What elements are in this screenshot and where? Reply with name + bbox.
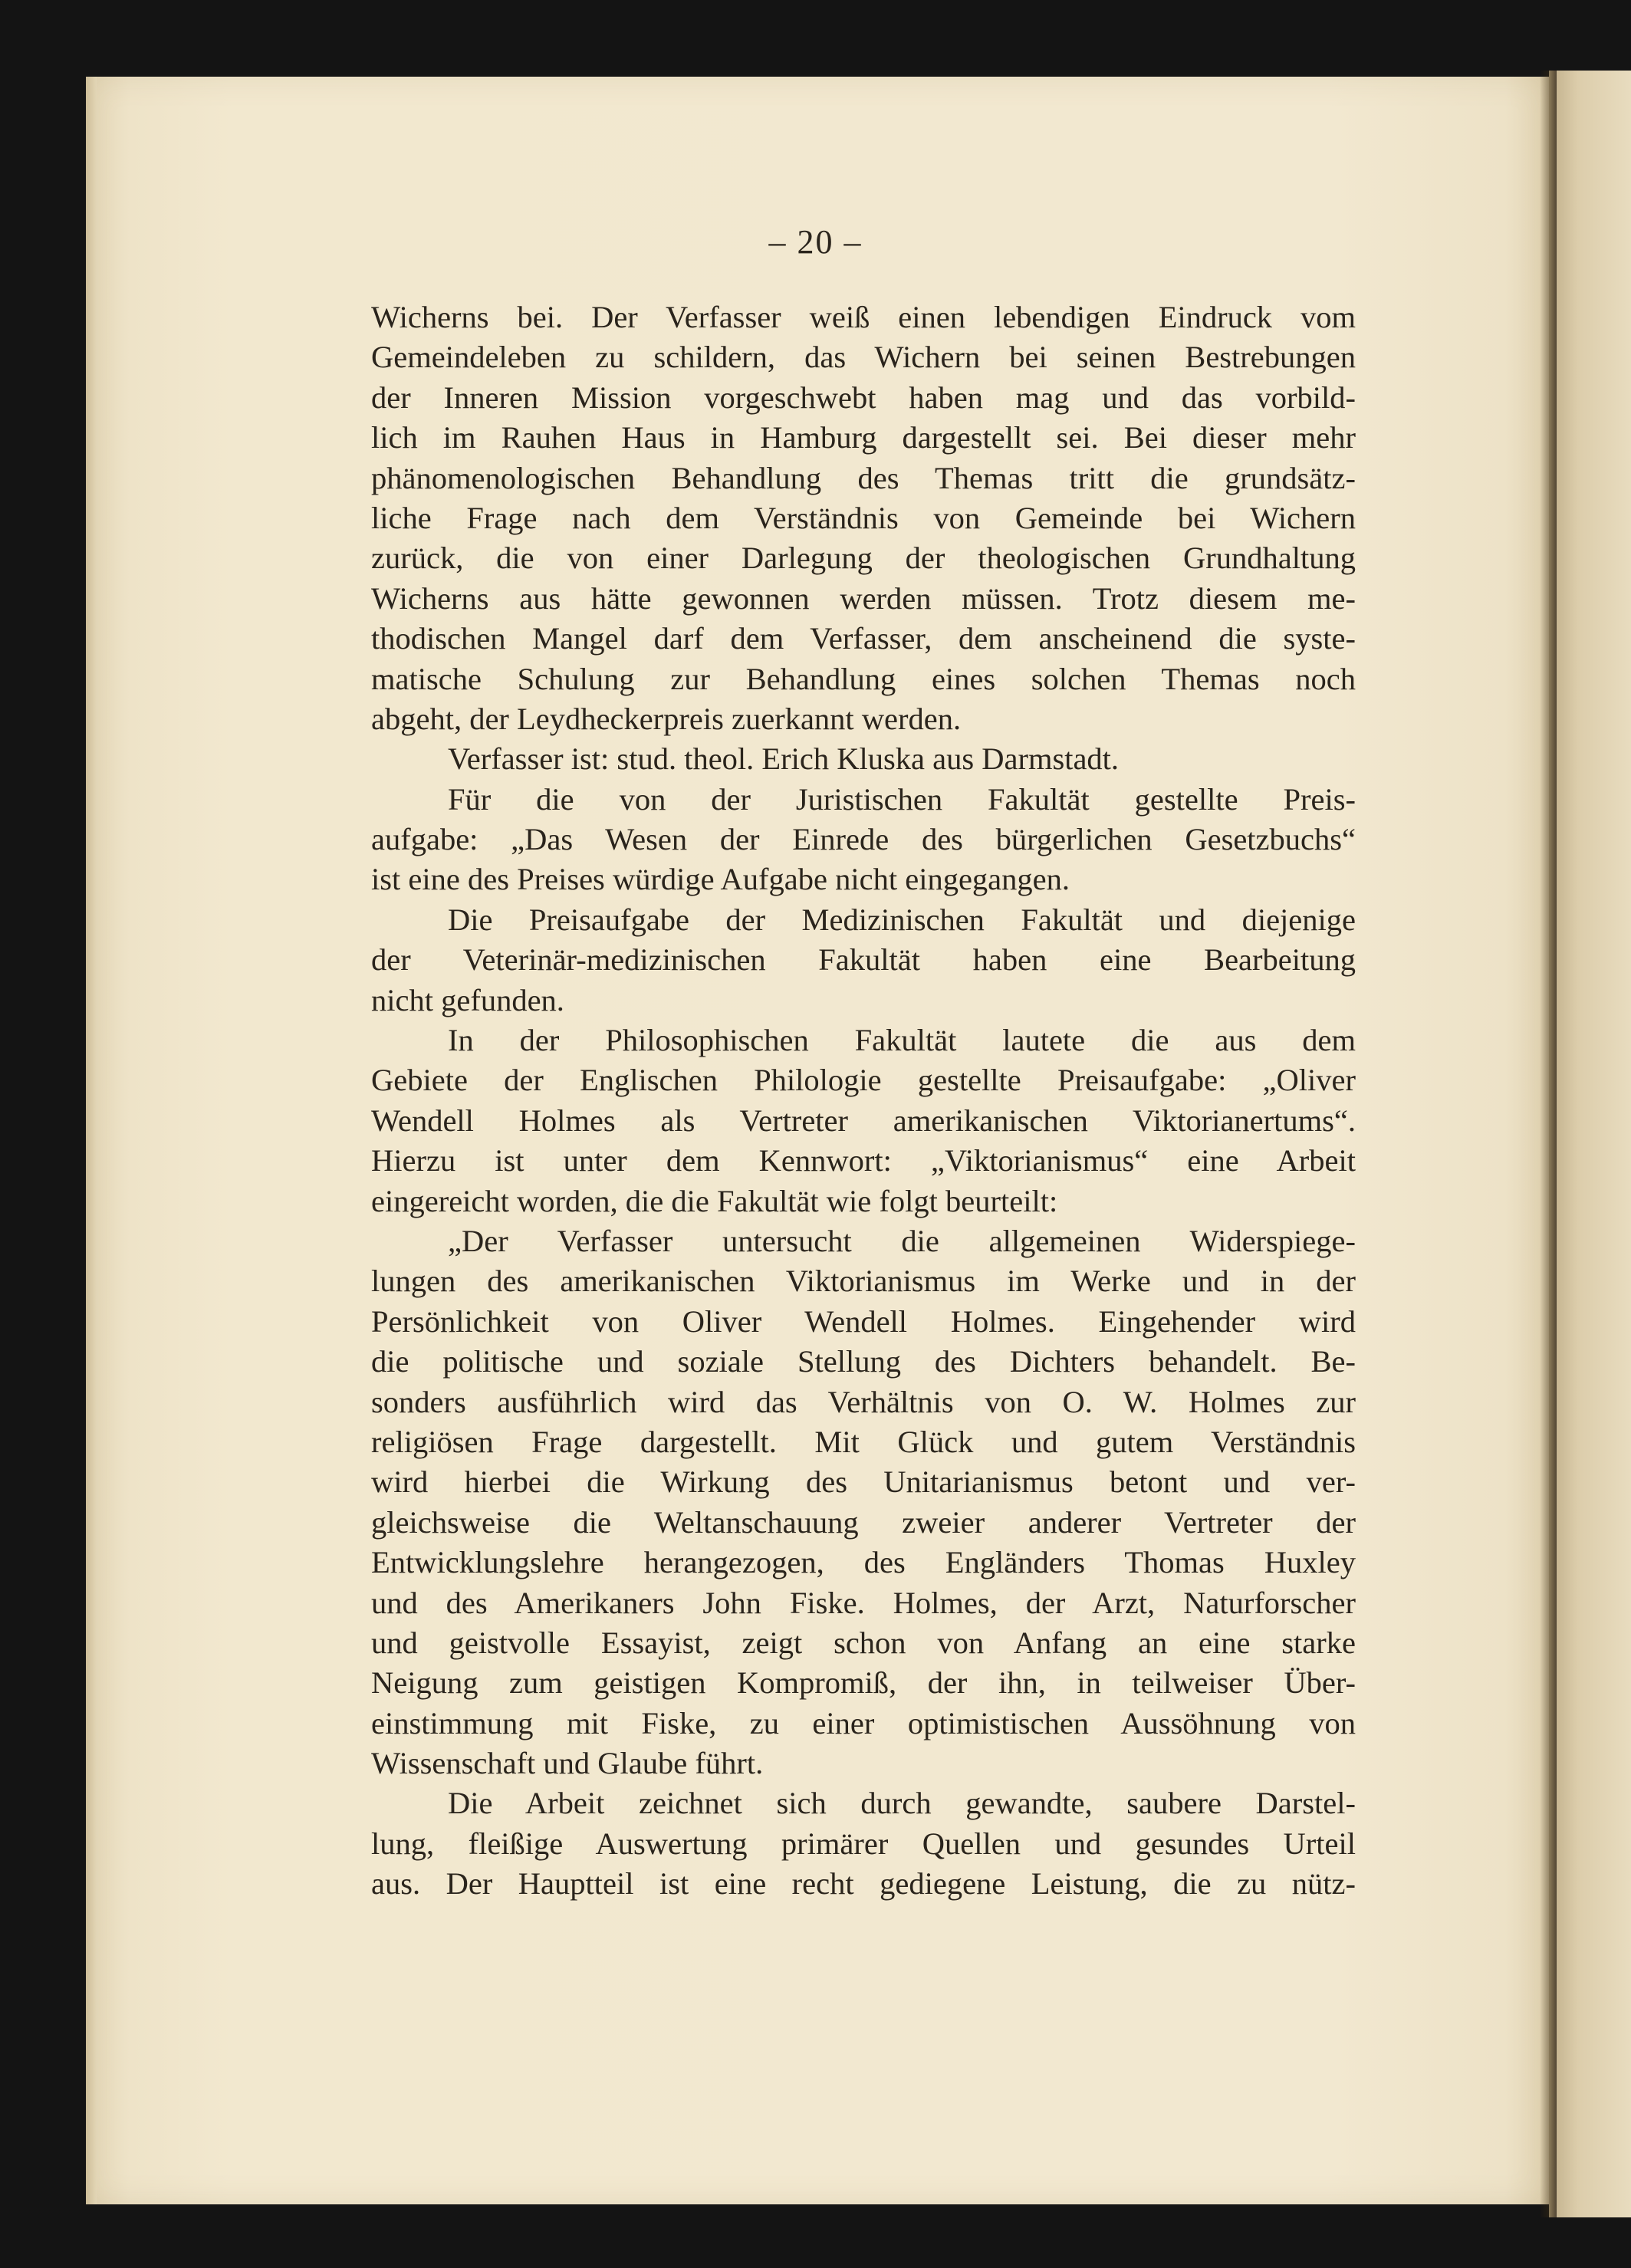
- text-line: Die Arbeit zeichnet sich durch gewandte, saubere Darstel-: [448, 1786, 1356, 1821]
- text-line: einstimmung mit Fiske, zu einer optimistischen Aussöhnung von: [371, 1705, 1356, 1740]
- text-line: nicht gefunden.: [371, 982, 564, 1017]
- text-line: Persönlichkeit von Oliver Wendell Holmes. Eingehender wird: [371, 1303, 1356, 1339]
- text-line: Gebiete der Englischen Philologie gestellte Preisaufgabe: „Oliver: [371, 1063, 1356, 1098]
- text-line: Wicherns aus hätte gewonnen werden müssen. Trotz diesem me-: [371, 580, 1356, 616]
- text-line: gleichsweise die Weltanschauung zweier anderer Vertreter der: [371, 1504, 1356, 1540]
- text-line: phänomenologischen Behandlung des Themas tritt die grundsätz-: [371, 460, 1356, 495]
- text-line: sonders ausführlich wird das Verhältnis von O. W. Holmes zur: [371, 1384, 1356, 1419]
- text-line: Wicherns bei. Der Verfasser weiß einen lebendigen Eindruck vom: [371, 300, 1356, 334]
- text-line: Wissenschaft und Glaube führt.: [371, 1746, 764, 1781]
- text-line: lung, fleißige Auswertung primärer Quellen und gesundes Urteil: [371, 1826, 1356, 1861]
- facing-page-edge: [1549, 71, 1631, 2217]
- text-line: die politische und soziale Stellung des Dichters behandelt. Be-: [371, 1344, 1356, 1379]
- page-number: – 20 –: [768, 223, 863, 261]
- text-line: Entwicklungslehre herangezogen, des Engländers Thomas Huxley: [371, 1545, 1356, 1580]
- text-line: Die Preisaufgabe der Medizinischen Fakultät und diejenige: [448, 902, 1356, 937]
- text-line: abgeht, der Leydheckerpreis zuerkannt werden.: [371, 701, 962, 736]
- text-line: ist eine des Preises würdige Aufgabe nicht eingegangen.: [371, 862, 1070, 897]
- text-line: Gemeindeleben zu schildern, das Wichern bei seinen Bestrebungen: [371, 340, 1356, 375]
- gutter-shadow: [1540, 71, 1557, 2217]
- text-line: lich im Rauhen Haus in Hamburg dargestellt sei. Bei dieser mehr: [371, 420, 1356, 455]
- text-line: Neigung zum geistigen Kompromiß, der ihn, in teilweiser Über-: [371, 1665, 1356, 1701]
- text-line: Hierzu ist unter dem Kennwort: „Viktorianismus“ eine Arbeit: [371, 1143, 1356, 1178]
- text-line: lungen des amerikanischen Viktorianismus im Werke und in der: [371, 1264, 1356, 1299]
- text-line: „Der Verfasser untersucht die allgemeinen Widerspiege-: [448, 1223, 1356, 1258]
- text-line: Wendell Holmes als Vertreter amerikanischen Viktorianertums“.: [371, 1103, 1356, 1138]
- text-line: In der Philosophischen Fakultät lautete die aus dem: [448, 1023, 1356, 1058]
- text-line: aufgabe: „Das Wesen der Einrede des bürgerlichen Gesetzbuchs“: [371, 822, 1356, 857]
- text-line: Verfasser ist: stud. theol. Erich Kluska aus Darmstadt.: [448, 741, 1120, 777]
- text-line: religiösen Frage dargestellt. Mit Glück und gutem Verständnis: [371, 1424, 1356, 1459]
- text-line: der Veterinär-medizinischen Fakultät haben eine Bearbeitung: [371, 942, 1356, 978]
- text-line: liche Frage nach dem Verständnis von Gemeinde bei Wichern: [371, 500, 1356, 535]
- text-line: matische Schulung zur Behandlung eines solchen Themas noch: [371, 661, 1356, 696]
- text-line: wird hierbei die Wirkung des Unitarianismus betont und ver-: [371, 1464, 1356, 1500]
- text-line: thodischen Mangel darf dem Verfasser, dem anscheinend die syste-: [371, 621, 1356, 656]
- text-line: Für die von der Juristischen Fakultät gestellte Preis-: [448, 781, 1356, 817]
- paper-left-edge: [86, 77, 97, 2204]
- text-line: und geistvolle Essayist, zeigt schon von Anfang an eine starke: [371, 1625, 1356, 1660]
- text-line: der Inneren Mission vorgeschwebt haben mag und das vorbild-: [371, 380, 1356, 415]
- text-line: zurück, die von einer Darlegung der theologischen Grundhaltung: [371, 541, 1356, 576]
- text-line: eingereicht worden, die die Fakultät wie folgt beurteilt:: [371, 1183, 1058, 1218]
- text-line: aus. Der Hauptteil ist eine recht gediegene Leistung, die zu nütz-: [371, 1866, 1356, 1902]
- body-text: [371, 297, 1356, 1905]
- text-line: und des Amerikaners John Fiske. Holmes, der Arzt, Naturforscher: [371, 1585, 1356, 1620]
